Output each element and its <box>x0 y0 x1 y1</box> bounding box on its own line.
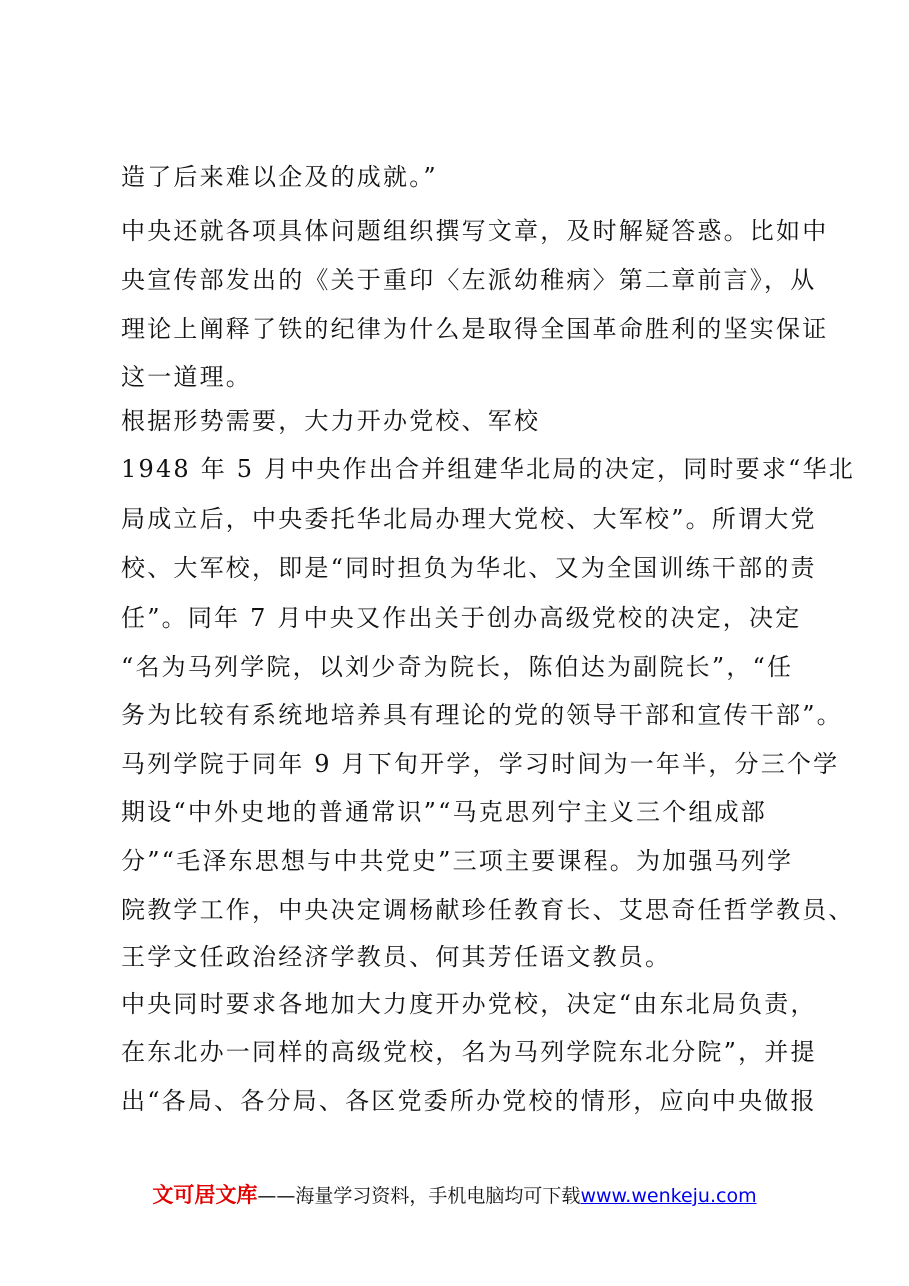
footer-tagline: ——海量学习资料，手机电脑均可下载 <box>257 1185 581 1207</box>
page-footer <box>0 1180 909 1211</box>
text-line-8: 局成立后，中央委托华北局办理大党校、大军校”。所谓大党 <box>121 505 817 533</box>
text-line-19: 在东北办一同样的高级党校，名为马列学院东北分院”，并提 <box>121 1038 817 1066</box>
text-line-10: 任”。同年 7 月中央又作出关于创办高级党校的决定，决定 <box>121 604 802 632</box>
text-line-5: 这一道理。 <box>121 363 252 391</box>
text-line-1: 造了后来难以企及的成就。” <box>121 163 438 191</box>
footer-site-link[interactable]: www.wenkeju.com <box>580 1185 757 1207</box>
text-line-12: 务为比较有系统地培养具有理论的党的领导干部和宣传干部”。 <box>121 701 843 729</box>
text-line-2: 中央还就各项具体问题组织撰写文章，及时解疑答惑。比如中 <box>121 217 829 245</box>
text-line-15: 分”“毛泽东思想与中共党史”三项主要课程。为加强马列学 <box>121 847 794 875</box>
text-line-3: 央宣传部发出的《关于重印〈左派幼稚病〉第二章前言》，从 <box>121 266 817 294</box>
footer-brand: 文可居文库 <box>152 1183 258 1207</box>
text-line-18: 中央同时要求各地加大力度开办党校，决定“由东北局负责， <box>121 990 817 1018</box>
text-line-7: 1948 年 5 月中央作出合并组建华北局的决定，同时要求“华北 <box>121 455 855 483</box>
text-line-16: 院教学工作，中央决定调杨献珍任教育长、艾思奇任哲学教员、 <box>121 896 855 924</box>
text-line-20: 出“各局、各分局、各区党委所办党校的情形，应向中央做报 <box>121 1087 817 1115</box>
text-line-14: 期设“中外史地的普通常识”“马克思列宁主义三个组成部 <box>121 798 768 826</box>
text-line-13: 马列学院于同年 9 月下旬开学，学习时间为一年半，分三个学 <box>121 750 840 778</box>
section-heading: 根据形势需要，大力开办党校、军校 <box>121 407 541 435</box>
text-line-17: 王学文任政治经济学教员、何其芳任语文教员。 <box>121 943 672 971</box>
text-line-11: “名为马列学院，以刘少奇为院长，陈伯达为副院长”，“任 <box>121 653 794 681</box>
text-line-9: 校、大军校，即是“同时担负为华北、又为全国训练干部的责 <box>121 554 817 582</box>
text-line-4: 理论上阐释了铁的纪律为什么是取得全国革命胜利的坚实保证 <box>121 315 829 343</box>
